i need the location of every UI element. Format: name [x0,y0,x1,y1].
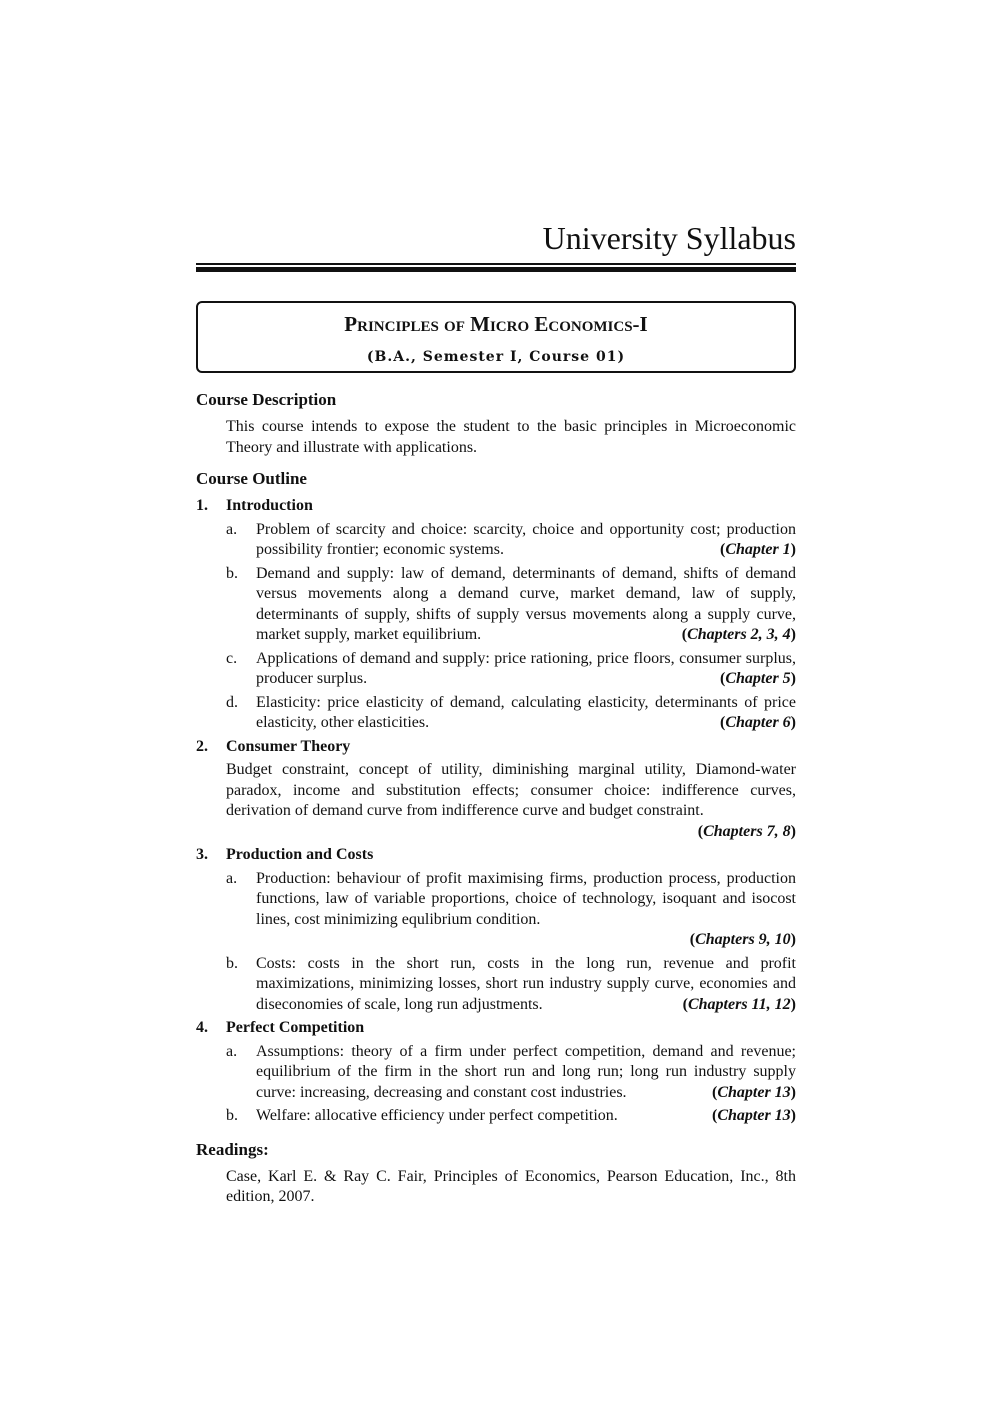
list-item [226,869,796,931]
section-number: 1. [196,497,208,514]
course-subtitle: (B.A., Semester I, Course 01) [366,349,626,365]
item-text: Demand and supply: law of demand, determinants of demand, shifts of demand versus movements along a demand curve, market demand, law of supply, determinants of supply, shifts of supply versus movements along a supply curve, market supply, market equilibrium. [256,564,796,643]
list-item [226,564,796,646]
page-title: University Syllabus [542,220,796,256]
list-item [226,693,796,734]
chapter-ref: (Chapter 13) [712,1107,796,1124]
header-rule-thick [196,267,796,272]
header-rule-thin [196,263,796,265]
course-title-box [196,301,796,373]
chapter-ref: (Chapters 9, 10) [689,931,796,948]
chapter-ref: (Chapter 6) [720,714,796,731]
item-text: Welfare: allocative efficiency under perfect competition. [256,1107,618,1124]
item-text: Production: behaviour of profit maximising firms, production process, production functions, law of variable proportions, choice of technology, isoquant and isocost lines, cost minimizing equlibrium condition. [256,869,796,928]
item-letter: b. [226,954,238,972]
item-text: Costs: costs in the short run, costs in the long run, revenue and profit maximizations, minimizing losses, short run industry supply curve, economies and diseconomies of scale, long run adjustments. [256,954,796,1013]
section-number: 2. [196,737,208,755]
course-outline [196,496,796,1127]
item-letter: d. [226,693,238,711]
chapter-ref: (Chapters 7, 8) [697,822,796,840]
syllabus-content [196,389,796,1208]
section-number: 3. [196,846,208,863]
item-letter: c. [226,649,238,667]
section-text: Budget constraint, concept of utility, diminishing marginal utility, Diamond-water paradox, income and substitution effects; consumer choice: indifference curves, derivation of demand curve from indifference curve and budget constraint. [226,761,796,819]
section-title: Production and Costs [226,846,374,863]
section-heading [196,496,796,517]
course-title: Principles of Micro Economics-I [344,312,648,336]
chapter-ref: (Chapters 11, 12) [682,995,796,1013]
item-letter: a. [226,520,238,538]
readings-text: Case, Karl E. & Ray C. Fair, Principles of Economics, Pearson Education, Inc., 8th edition, 2007. [226,1167,796,1205]
chapter-ref: (Chapters 2, 3, 4) [681,626,796,643]
list-item [226,520,796,561]
section-title: Introduction [226,497,313,514]
chapter-ref: (Chapter 5) [720,670,796,687]
list-item [226,649,796,690]
section-title: Consumer Theory [226,737,351,755]
item-text: Elasticity: price elasticity of demand, calculating elasticity, determinants of price elasticity, other elasticities. [256,693,796,731]
section-heading [196,737,796,758]
course-outline-heading: Course Outline [196,469,307,488]
section-number: 4. [196,1019,208,1036]
list-item [226,1106,796,1127]
item-text: Problem of scarcity and choice: scarcity, choice and opportunity cost; production possibility frontier; economic systems. [256,520,796,558]
chapter-ref: (Chapter 13) [712,1083,796,1101]
chapter-ref: (Chapter 1) [720,541,796,558]
readings-heading: Readings: [196,1139,269,1159]
course-description-heading: Course Description [196,390,337,409]
item-letter: b. [226,564,238,582]
list-item [226,1042,796,1104]
item-text: Assumptions: theory of a firm under perfect competition, demand and revenue; equilibrium of the firm in the short run and long run; long run industry supply curve: increasing, decreasing and constant cost industries. [256,1042,796,1101]
item-letter: b. [226,1107,238,1124]
item-letter: a. [226,1042,238,1060]
course-description-text: This course intends to expose the student to the basic principles in Microeconomic Theory and illustrate with applications. [226,418,796,456]
list-item [226,954,796,1016]
section-heading [196,1018,796,1039]
item-letter: a. [226,869,238,887]
section-heading [196,845,796,866]
item-text: Applications of demand and supply: price rationing, price floors, consumer surplus, producer surplus. [256,649,796,687]
section-title: Perfect Competition [226,1019,365,1036]
